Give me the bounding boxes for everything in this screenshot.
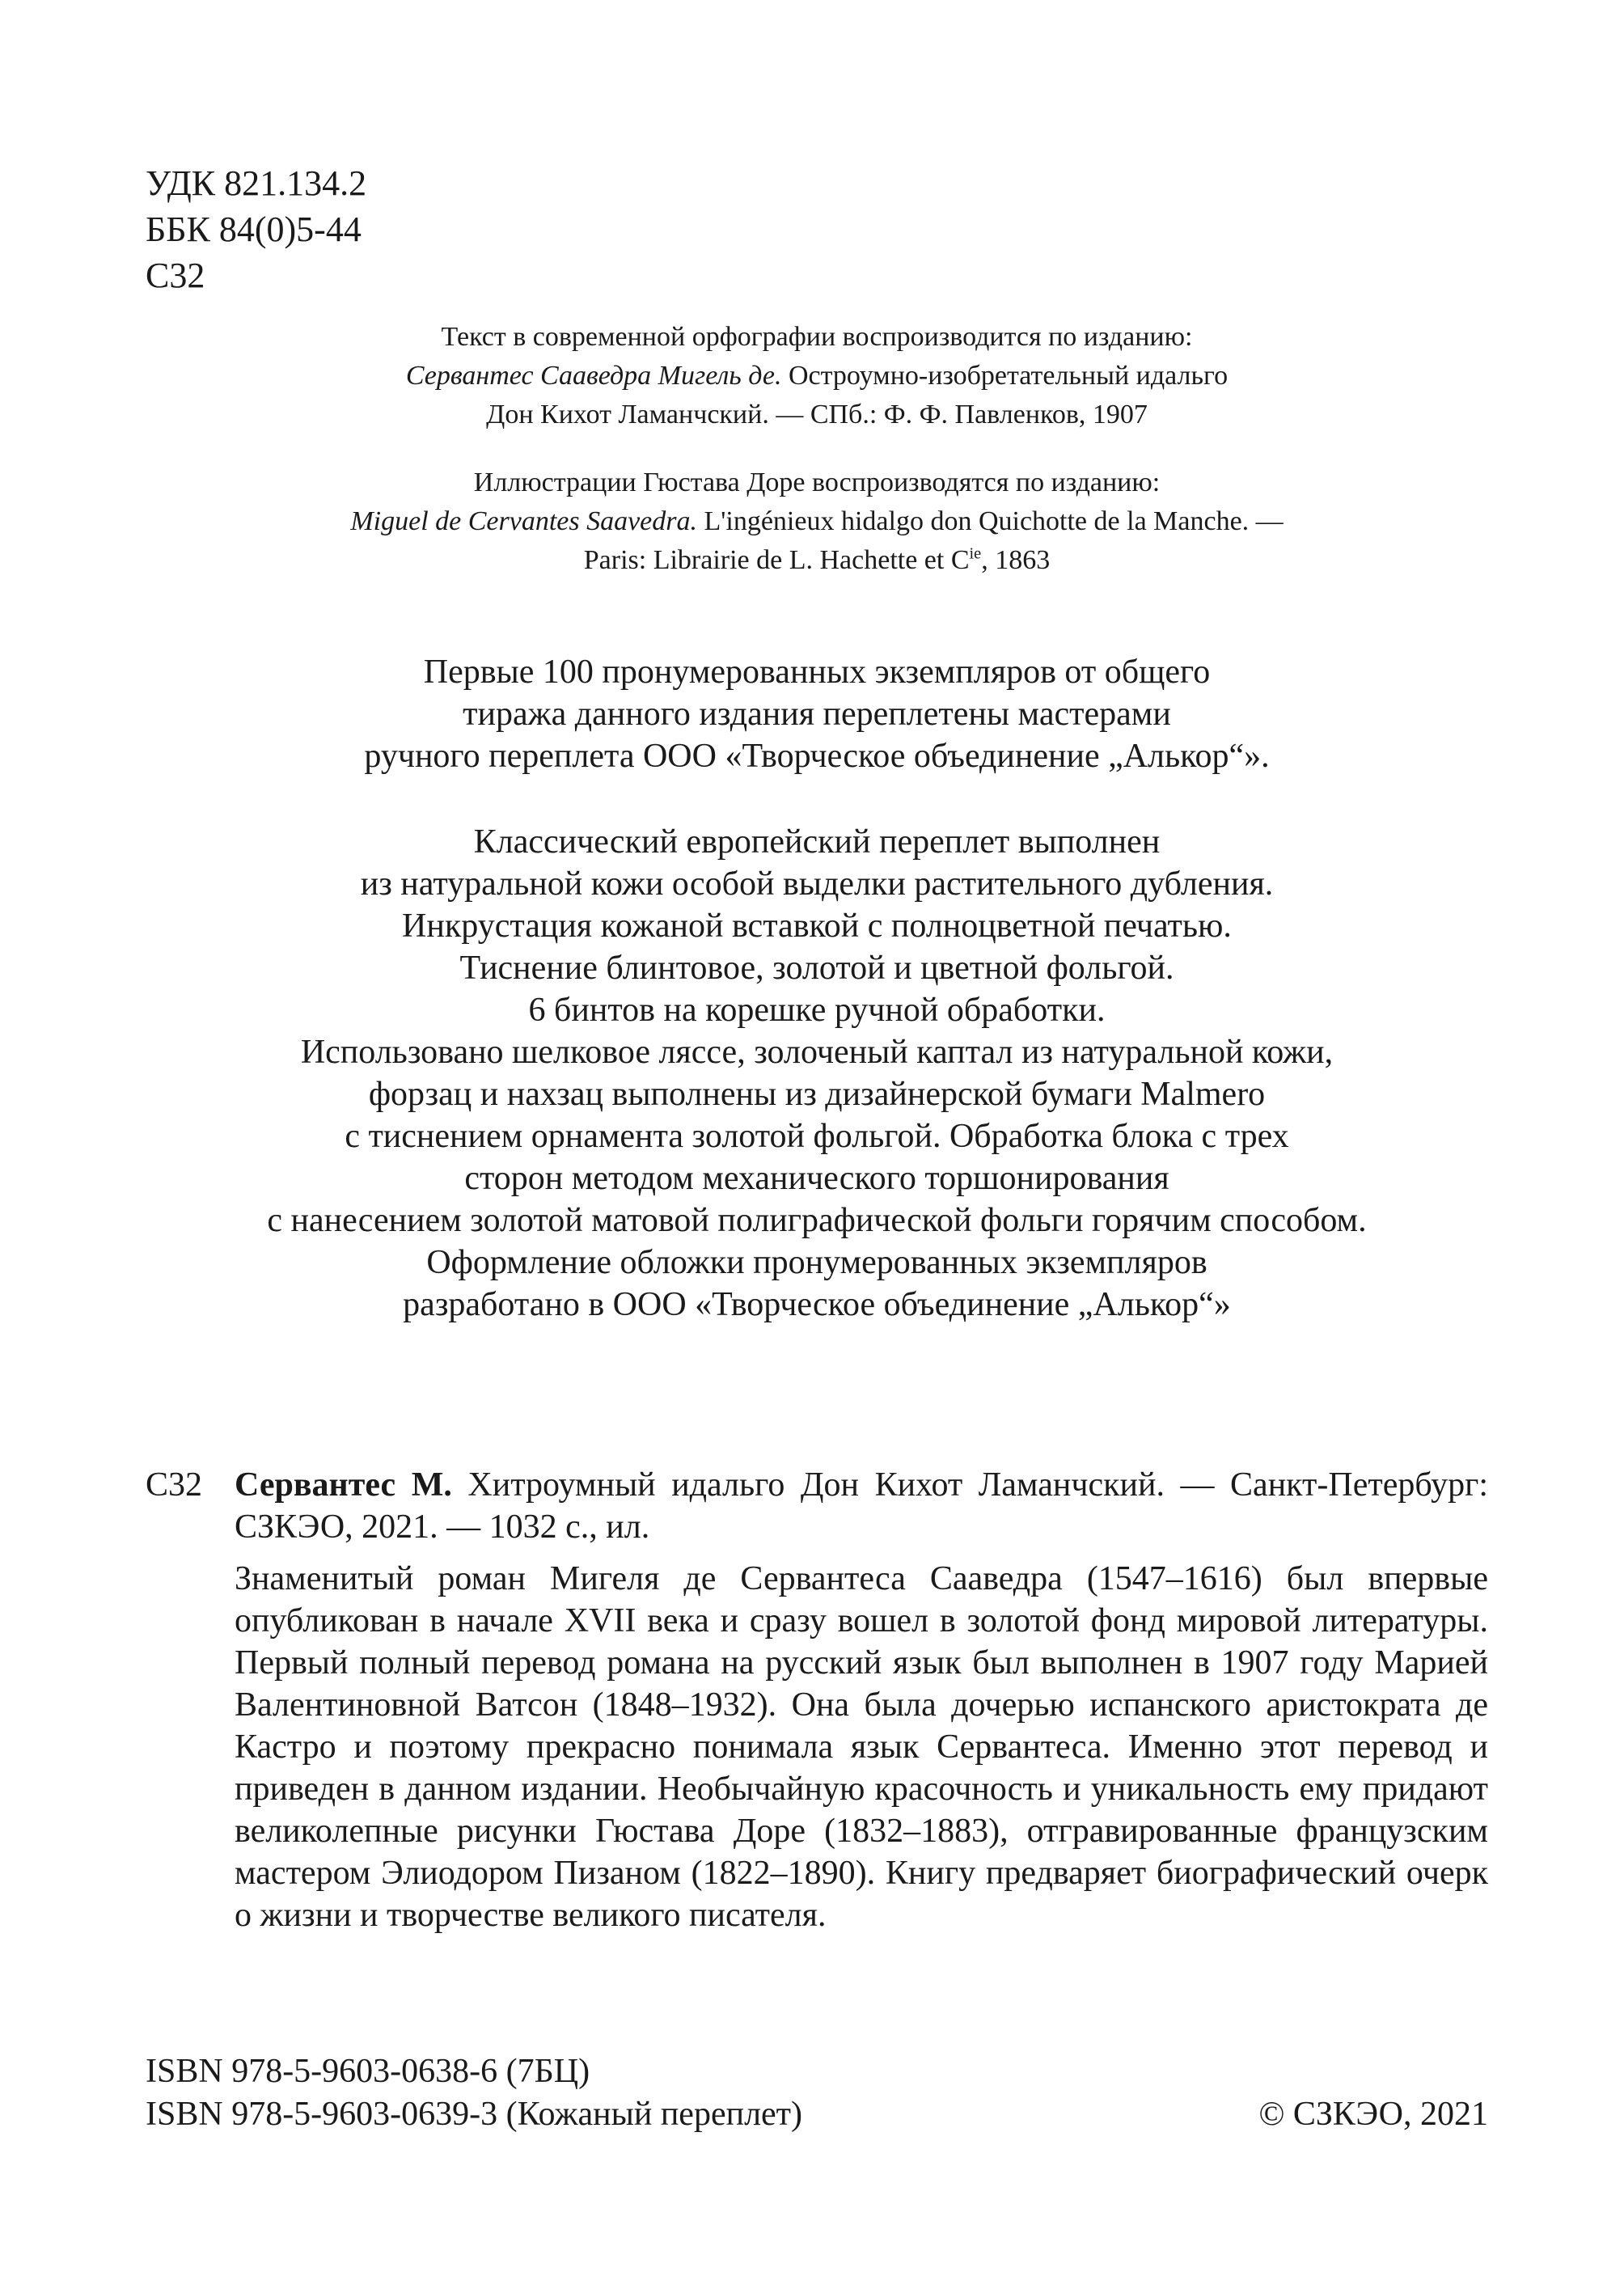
binding-line: Тиснение блинтовое, золотой и цветной фольгой. — [459, 950, 1174, 987]
bbk-code: ББК 84(0)5-44 — [146, 209, 362, 249]
bibliographic-author: Сервантес М. — [235, 1466, 452, 1504]
binding-line: Классический европейский переплет выполнен — [473, 823, 1161, 861]
udk-code: УДК 821.134.2 — [146, 163, 367, 203]
text-source-line: Дон Кихот Ламанчский. — СПб.: Ф. Ф. Павленков, 1907 — [486, 400, 1148, 429]
isbn-line: ISBN 978-5-9603-0639-3 (Кожаный переплет) — [146, 2096, 803, 2133]
binding-line: Инкрустация кожаной вставкой с полноцветной печатью. — [402, 907, 1232, 945]
binding-line: из натуральной кожи особой выделки растительного дубления. — [360, 865, 1274, 903]
text-source-line: Текст в современной орфографии воспроизводится по изданию: — [441, 322, 1193, 352]
binding-line: 6 бинтов на корешке ручной обработки. — [528, 992, 1106, 1029]
publisher-text: Paris: Librairie de L. Hachette et C — [583, 545, 970, 575]
bibliographic-code: С32 — [146, 1466, 203, 1504]
numbered-copies-line: тиража данного издания переплетены мастерами — [463, 696, 1171, 733]
numbered-copies-line: ручного переплета ООО «Творческое объединение „Алькор“». — [364, 738, 1270, 775]
binding-line: форзац и нахзац выполнены из дизайнерской бумаги Malmero — [368, 1076, 1266, 1113]
binding-description — [146, 821, 1488, 1326]
binding-line: Использовано шелковое ляссе, золоченый каптал из натуральной кожи, — [300, 1034, 1334, 1071]
copyright-notice: © СЗКЭО, 2021 — [1258, 2096, 1488, 2133]
text-source-line — [146, 357, 1488, 396]
annotation: Знаменитый роман Мигеля де Сервантеса Сааведра (1547–1616) был впервые опубликован в начале XVII века и сразу вошел в золотой фонд мировой литературы. Первый полный перевод романа на русский язык был выполнен в 1907 году Марией Валентиновной Ватсон (1848–1932). Она была дочерью испанского аристократа де Кастро и поэтому прекрасно понимала язык Сервантеса. Именно этот перевод и приведен в данном издании. Необычайную красочность и уникальность ему придают великолепные рисунки Гюстава Доре (1832–1883), отгравированные французским мастером Элиодором Пизаном (1822–1890). Книгу предваряет биографический очерк о жизни и творчестве великого писателя. — [235, 1560, 1488, 1934]
binding-line: разработано в ООО «Творческое объединение „Алькор“» — [403, 1286, 1231, 1323]
binding-line: сторон методом механического торшонирования — [464, 1160, 1169, 1197]
isbn-list — [146, 2050, 802, 2136]
binding-line: Оформление обложки пронумерованных экземпляров — [426, 1244, 1207, 1281]
binding-line: с нанесением золотой матовой полиграфической фольги горячим способом. — [267, 1202, 1367, 1239]
illustration-source-line: Иллюстрации Гюстава Доре воспроизводятся по изданию: — [473, 467, 1161, 497]
illustration-source-author: Miguel de Cervantes Saavedra. — [350, 506, 697, 536]
illustration-source-title: L'ingénieux hidalgo don Quichotte de la Manche. — — [697, 506, 1284, 536]
text-source-author: Сервантес Сааведра Мигель де. — [405, 361, 782, 391]
binding-line: с тиснением орнамента золотой фольгой. Обработка блока с трех — [345, 1118, 1289, 1155]
numbered-copies-note — [146, 651, 1488, 777]
publisher-year: , 1863 — [981, 545, 1051, 575]
illustration-source-line — [146, 502, 1488, 541]
illustration-source-note — [146, 463, 1488, 580]
text-source-note — [146, 318, 1488, 434]
bibliographic-entry — [235, 1464, 1488, 1548]
bibliographic-record — [146, 1464, 1488, 1936]
text-source-title: Остроумно-изобретательный идальго — [781, 361, 1229, 391]
publisher-superscript: ie — [969, 544, 982, 563]
illustration-source-line — [146, 541, 1488, 580]
bibliographic-title: Хитроумный идальго Дон Кихот Ламанчский. — Санкт-Петербург: СЗКЭО, 2021. — 1032 с., ил. — [235, 1466, 1489, 1546]
numbered-copies-line: Первые 100 пронумерованных экземпляров от общего — [423, 654, 1211, 691]
classification-codes — [146, 160, 366, 298]
isbn-line: ISBN 978-5-9603-0638-6 (7БЦ) — [146, 2053, 590, 2090]
author-mark: С32 — [146, 256, 205, 295]
